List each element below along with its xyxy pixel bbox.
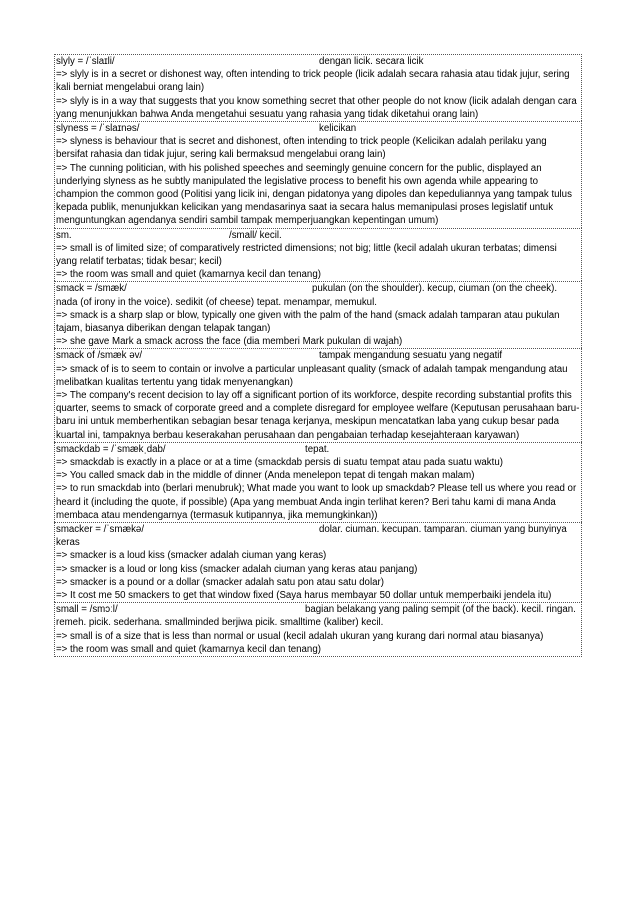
entry-meaning: pukulan (on the shoulder). kecup, ciuman (on the cheek). (312, 283, 558, 295)
entry-definition-line: => smack of is to seem to contain or involve a particular unpleasant quality (smack of adalah tampak mengandung atau melibatkan kualitas tertentu yang tidak menyenangkan) (56, 363, 568, 388)
dictionary-entry (54, 442, 582, 522)
entry-definition-line: => the room was small and quiet (kamarnya kecil dan tenang) (56, 269, 321, 281)
entry-meaning: dolar. ciuman. kecupan. tamparan. ciuman yang bunyinya (319, 524, 567, 536)
entry-header (56, 122, 580, 135)
entry-definition-line: => The company's recent decision to lay off a significant portion of its workforce, despite recording substantial profits this quarter, seems to smack of corporate greed and a complete disregard for employee welfare (Keputusan perusahaan baru-baru ini untuk memberhentikan sebagian besar tenaga kerjanya, meskipun mencatatkan laba yang cukup besar pada kuartal ini, tampaknya berbau keserakahan perusahaan dan pengabaian terhadap kesejahteraan karyawan) (56, 390, 580, 441)
entry-meaning: bagian belakang yang paling sempit (of the back). kecil. ringan. (305, 604, 576, 616)
entry-headword: smack = /smæk/ (56, 283, 127, 295)
dictionary-page (54, 54, 582, 657)
entry-meaning: /small/ kecil. (229, 229, 282, 241)
entry-headword: smacker = /ˈsmækə/ (56, 524, 145, 536)
entry-header (56, 349, 580, 362)
dictionary-entry (54, 54, 582, 121)
entry-definition-line: => she gave Mark a smack across the face (dia memberi Mark pukulan di wajah) (56, 336, 403, 348)
entry-definition-line: keras (56, 537, 80, 549)
dictionary-entry (54, 602, 582, 657)
entry-headword: slyly = /ˈslaɪli/ (56, 56, 115, 67)
dictionary-entry (54, 522, 582, 602)
entry-definition-line: => to run smackdab into (berlari menubruk); What made you want to look up smackdab? Please tell us where you read or heard it (including the quote, if possible) (Apa yang membuat Anda ingin terlihat keren? Beri tahu kami di mana Anda membaca atau mendengarnya (termasuk kutipannya, jika memungkinkan)) (56, 483, 577, 521)
entry-definition-line: => smacker is a pound or a dollar (smacker adalah satu pon atau satu dolar) (56, 576, 384, 588)
entry-header (56, 282, 580, 295)
entry-headword: slyness = /ˈslaɪnəs/ (56, 123, 140, 134)
dictionary-entry (54, 348, 582, 441)
entry-definition-line: => smacker is a loud kiss (smacker adalah ciuman yang keras) (56, 550, 327, 562)
entry-header (56, 229, 580, 242)
entry-definition-line: => It cost me 50 smackers to get that window fixed (Saya harus membayar 50 dollar untuk memperbaiki jendela itu) (56, 590, 552, 602)
entry-header (56, 443, 580, 456)
entry-header (56, 55, 580, 68)
dictionary-entry (54, 281, 582, 348)
entry-definition-line: remeh. picik. sederhana. smallminded berjiwa picik. smalltime (kaliber) kecil. (56, 617, 384, 629)
entry-definition-line: => slyly is in a way that suggests that you know something secret that other people do not know (licik adalah dengan cara yang menunjukkan bahwa Anda mengetahui sesuatu yang rahasia yang tidak diketahui orang lain) (56, 95, 577, 120)
entry-header (56, 523, 580, 536)
entry-meaning: kelicikan (319, 123, 357, 134)
entry-definition-line: => slyly is in a secret or dishonest way, often intending to trick people (licik adalah secara rahasia atau tidak jujur, sering kali berniat mengelabui orang lain) (56, 69, 570, 94)
entry-headword: smack of /smæk əv/ (56, 350, 143, 362)
entry-definition-line: => small is of a size that is less than normal or usual (kecil adalah ukuran yang kurang dari normal atau biasanya) (56, 630, 544, 642)
entry-definition-line: => smacker is a loud or long kiss (smacker adalah ciuman yang keras atau panjang) (56, 563, 418, 575)
entry-definition-line: => You called smack dab in the middle of dinner (Anda menelepon tepat di tengah makan malam) (56, 470, 475, 482)
dictionary-entry (54, 121, 582, 228)
entry-definition-line: => smackdab is exactly in a place or at a time (smackdab persis di suatu tempat atau pada suatu waktu) (56, 457, 503, 468)
entry-headword: sm. (56, 229, 72, 241)
entry-meaning: dengan licik. secara licik (319, 56, 424, 67)
dictionary-entry (54, 228, 582, 282)
entry-definition-line: => the room was small and quiet (kamarnya kecil dan tenang) (56, 643, 321, 655)
entry-definition-line: => The cunning politician, with his polished speeches and seemingly genuine concern for the public, displayed an underlying slyness as he subtly manipulated the legislative process to benefit his own agenda while appearing to champion the common good (Politisi yang licik ini, dengan pidatonya yang dipoles dan kepeduliannya yang tampak tulus kepada publik, menunjukkan kelicikan yang mendasarinya saat ia secara halus memanipulasi proses legislatif untuk menguntungkan agendanya sendiri sambil tampak memperjuangkan kepentingan umum) (56, 162, 572, 227)
entry-definition-line: nada (of irony in the voice). sedikit (of cheese) tepat. menampar, memukul. (56, 296, 377, 308)
entry-definition-line: => slyness is behaviour that is secret and dishonest, often intending to trick people (Kelicikan adalah perilaku yang bersifat rahasia dan tidak jujur, sering kali bermaksud mengelabui orang lain) (56, 136, 547, 161)
entry-headword: smackdab = /ˈsmækˌdab/ (56, 443, 166, 455)
entry-header (56, 603, 580, 616)
entry-meaning: tampak mengandung sesuatu yang negatif (319, 350, 503, 362)
entry-definition-line: => smack is a sharp slap or blow, typically one given with the palm of the hand (smack adalah tamparan atau pukulan tajam, biasanya diberikan dengan telapak tangan) (56, 309, 560, 334)
entry-headword: small = /smɔːl/ (56, 604, 118, 616)
entry-meaning: tepat. (305, 443, 330, 455)
entry-definition-line: => small is of limited size; of comparatively restricted dimensions; not big; little (kecil adalah ukuran terbatas; dimensi yang relatif terbatas; tidak besar; kecil) (56, 242, 557, 267)
